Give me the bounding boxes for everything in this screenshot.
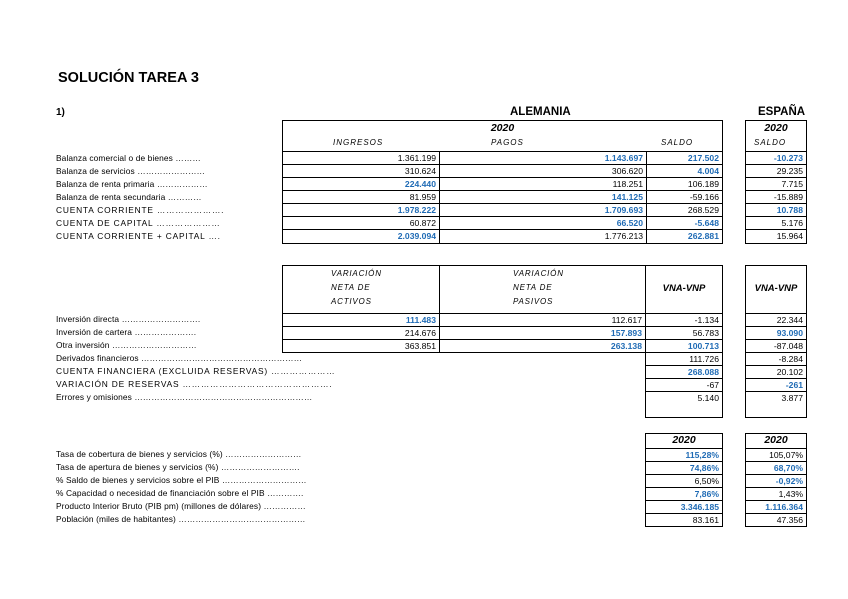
table-row bbox=[746, 487, 806, 501]
ingresos-cell: 224.440 bbox=[404, 179, 436, 189]
row-label: CUENTA DE CAPITAL ………………… bbox=[56, 218, 221, 228]
table-row bbox=[746, 151, 806, 165]
spain-cell: 10.788 bbox=[776, 205, 803, 215]
table-row bbox=[283, 313, 645, 327]
table-row bbox=[283, 229, 722, 243]
header-activos-line: NETA DE bbox=[331, 283, 371, 292]
row-label: Tasa de apertura de bienes y servicios (%) ………………………. bbox=[56, 462, 300, 472]
table-row bbox=[646, 461, 722, 475]
table-row bbox=[746, 164, 806, 178]
spain-cell: 7.715 bbox=[781, 179, 803, 189]
spain-cell: -87.048 bbox=[773, 341, 803, 351]
spain-indicators-table bbox=[745, 433, 807, 527]
table-row bbox=[283, 216, 722, 230]
vna-cell: -67 bbox=[706, 380, 719, 390]
saldo-cell: 217.502 bbox=[646, 152, 722, 165]
indicator-cell: 47.356 bbox=[776, 515, 803, 525]
row-label: VARIACIÓN DE RESERVAS …………………………………………. bbox=[56, 379, 333, 389]
spain-cell: 29.235 bbox=[776, 166, 803, 176]
table-row bbox=[746, 474, 806, 488]
table-row bbox=[646, 326, 722, 340]
row-label: Población (miles de habitantes) ……………………………………… bbox=[56, 514, 306, 524]
pagos-cell: 306.620 bbox=[439, 165, 646, 178]
indicator-cell: 115,28% bbox=[685, 450, 719, 460]
spain-cell: -15.889 bbox=[773, 192, 803, 202]
ingresos-cell: 1.978.222 bbox=[397, 205, 436, 215]
header-activos-line: VARIACIÓN bbox=[331, 269, 382, 278]
indicator-cell: 1,43% bbox=[778, 489, 803, 499]
year-label: 2020 bbox=[672, 434, 696, 446]
row-label: % Saldo de bienes y servicios sobre el PIB ………………………… bbox=[56, 475, 307, 485]
header-vna: VNA-VNP bbox=[754, 283, 798, 294]
header-saldo: SALDO bbox=[754, 138, 787, 147]
activos-cell: 214.676 bbox=[404, 328, 436, 338]
pagos-cell: 1.709.693 bbox=[439, 204, 646, 217]
indicator-cell: 83.161 bbox=[692, 515, 719, 525]
country-germany: ALEMANIA bbox=[510, 106, 571, 118]
indicator-cell: 3.346.185 bbox=[680, 502, 719, 512]
table-row bbox=[646, 513, 722, 527]
section-label: 1) bbox=[56, 107, 65, 118]
table-row bbox=[283, 151, 722, 165]
saldo-cell: 4.004 bbox=[646, 165, 722, 178]
indicator-cell: 68,70% bbox=[773, 463, 803, 473]
pasivos-cell: 112.617 bbox=[439, 314, 645, 327]
table-row bbox=[746, 203, 806, 217]
pagos-cell: 1.143.697 bbox=[439, 152, 646, 165]
table-row bbox=[283, 177, 722, 191]
row-label: Balanza de renta primaria ……………… bbox=[56, 179, 208, 189]
spain-cell: -10.273 bbox=[773, 153, 803, 163]
ingresos-cell: 2.039.094 bbox=[397, 231, 436, 241]
spain-current-table bbox=[745, 120, 807, 244]
year-label: 2020 bbox=[490, 122, 515, 134]
year-label: 2020 bbox=[764, 434, 788, 446]
table-row bbox=[646, 378, 722, 392]
country-spain: ESPAÑA bbox=[758, 106, 806, 118]
table-row bbox=[746, 326, 806, 340]
ingresos-cell: 60.872 bbox=[409, 218, 436, 228]
header-activos bbox=[331, 267, 382, 309]
table-row bbox=[746, 500, 806, 514]
row-label: Tasa de cobertura de bienes y servicios (%) ……………………… bbox=[56, 449, 302, 459]
table-row bbox=[746, 448, 806, 462]
activos-cell: 363.851 bbox=[404, 341, 436, 351]
spain-cell: 3.877 bbox=[781, 393, 803, 403]
spain-cell: 22.344 bbox=[776, 315, 803, 325]
row-label: Inversión directa ………………………. bbox=[56, 314, 201, 324]
table-row bbox=[746, 461, 806, 475]
vna-cell: -1.134 bbox=[694, 315, 719, 325]
pasivos-cell: 157.893 bbox=[439, 327, 645, 340]
saldo-cell: -59.166 bbox=[646, 191, 722, 204]
header-activos-line: ACTIVOS bbox=[331, 297, 372, 306]
table-row bbox=[746, 339, 806, 353]
table-row bbox=[746, 190, 806, 204]
table-row bbox=[746, 378, 806, 392]
vna-cell: 100.713 bbox=[687, 341, 719, 351]
row-label: Otra inversión ………………………… bbox=[56, 340, 197, 350]
page-title: SOLUCIÓN TAREA 3 bbox=[58, 70, 199, 86]
header-pasivos-line: NETA DE bbox=[513, 283, 553, 292]
vna-cell: 268.088 bbox=[687, 367, 719, 377]
row-label: Derivados financieros ………………………………………………… bbox=[56, 353, 303, 363]
spain-vna-table bbox=[745, 265, 807, 418]
indicator-cell: 74,86% bbox=[689, 463, 719, 473]
germany-indicators-table bbox=[645, 433, 723, 527]
ingresos-cell: 81.959 bbox=[409, 192, 436, 202]
table-row bbox=[746, 352, 806, 366]
spain-cell: -261 bbox=[785, 380, 803, 390]
table-row bbox=[746, 391, 806, 405]
indicator-cell: 1.116.364 bbox=[765, 502, 803, 512]
table-row bbox=[646, 474, 722, 488]
table-row bbox=[746, 229, 806, 243]
activos-cell: 111.483 bbox=[405, 315, 436, 325]
table-row bbox=[646, 365, 722, 379]
header-saldo: SALDO bbox=[661, 138, 694, 147]
header-pasivos bbox=[513, 267, 564, 309]
row-label: Balanza de renta secundaria ………… bbox=[56, 192, 202, 202]
indicator-cell: 6,50% bbox=[694, 476, 719, 486]
table-row bbox=[283, 203, 722, 217]
saldo-cell: 106.189 bbox=[646, 178, 722, 191]
row-label: Inversión de cartera …………………. bbox=[56, 327, 197, 337]
table-row bbox=[746, 365, 806, 379]
header-pasivos-line: VARIACIÓN bbox=[513, 269, 564, 278]
table-row bbox=[746, 313, 806, 327]
germany-financial-table bbox=[282, 265, 646, 353]
table-row bbox=[283, 190, 722, 204]
table-row bbox=[646, 500, 722, 514]
row-label: Producto Interior Bruto (PIB pm) (millones de dólares) …………… bbox=[56, 501, 306, 511]
row-label: CUENTA CORRIENTE …………………. bbox=[56, 205, 225, 215]
spain-cell: -8.284 bbox=[778, 354, 803, 364]
vna-cell: 111.726 bbox=[689, 354, 719, 364]
ingresos-cell: 1.361.199 bbox=[397, 153, 436, 163]
pagos-cell: 66.520 bbox=[439, 217, 646, 230]
row-label: CUENTA CORRIENTE + CAPITAL …. bbox=[56, 231, 221, 241]
spain-cell: 15.964 bbox=[776, 231, 803, 241]
vna-cell: 5.140 bbox=[697, 393, 719, 403]
row-label: Balanza comercial o de bienes ……… bbox=[56, 153, 201, 163]
ingresos-cell: 310.624 bbox=[404, 166, 436, 176]
spain-cell: 20.102 bbox=[776, 367, 803, 377]
table-row bbox=[646, 391, 722, 405]
table-row bbox=[646, 448, 722, 462]
table-row bbox=[646, 339, 722, 353]
year-label: 2020 bbox=[764, 122, 788, 134]
row-label: Errores y omisiones ……………………………………………………… bbox=[56, 392, 313, 402]
spain-cell: 93.090 bbox=[776, 328, 803, 338]
indicator-cell: 105,07% bbox=[769, 450, 803, 460]
table-row bbox=[746, 177, 806, 191]
table-row bbox=[646, 487, 722, 501]
pagos-cell: 118.251 bbox=[439, 178, 646, 191]
table-row bbox=[283, 326, 645, 340]
header-ingresos: INGRESOS bbox=[333, 138, 384, 147]
header-pagos: PAGOS bbox=[491, 138, 524, 147]
table-row bbox=[646, 352, 722, 366]
header-vna: VNA-VNP bbox=[662, 283, 706, 294]
header-pasivos-line: PASIVOS bbox=[513, 297, 554, 306]
pagos-cell: 1.776.213 bbox=[439, 230, 646, 243]
table-row bbox=[283, 164, 722, 178]
table-row bbox=[646, 313, 722, 327]
pasivos-cell: 263.138 bbox=[439, 340, 645, 353]
row-label: Balanza de servicios …………………… bbox=[56, 166, 206, 176]
pagos-cell: 141.125 bbox=[439, 191, 646, 204]
indicator-cell: 7,86% bbox=[694, 489, 719, 499]
table-row bbox=[746, 513, 806, 527]
indicator-cell: -0,92% bbox=[775, 476, 803, 486]
germany-current-table bbox=[282, 120, 723, 244]
saldo-cell: 268.529 bbox=[646, 204, 722, 217]
row-label: CUENTA FINANCIERA (EXCLUIDA RESERVAS) ………………… bbox=[56, 366, 336, 376]
saldo-cell: -5.648 bbox=[646, 217, 722, 230]
table-row bbox=[283, 339, 645, 353]
vna-cell: 56.783 bbox=[692, 328, 719, 338]
spain-cell: 5.176 bbox=[781, 218, 803, 228]
table-row bbox=[746, 216, 806, 230]
row-label: % Capacidad o necesidad de financiación sobre el PIB …………. bbox=[56, 488, 304, 498]
saldo-cell: 262.881 bbox=[646, 230, 722, 243]
germany-vna-table bbox=[645, 265, 723, 418]
